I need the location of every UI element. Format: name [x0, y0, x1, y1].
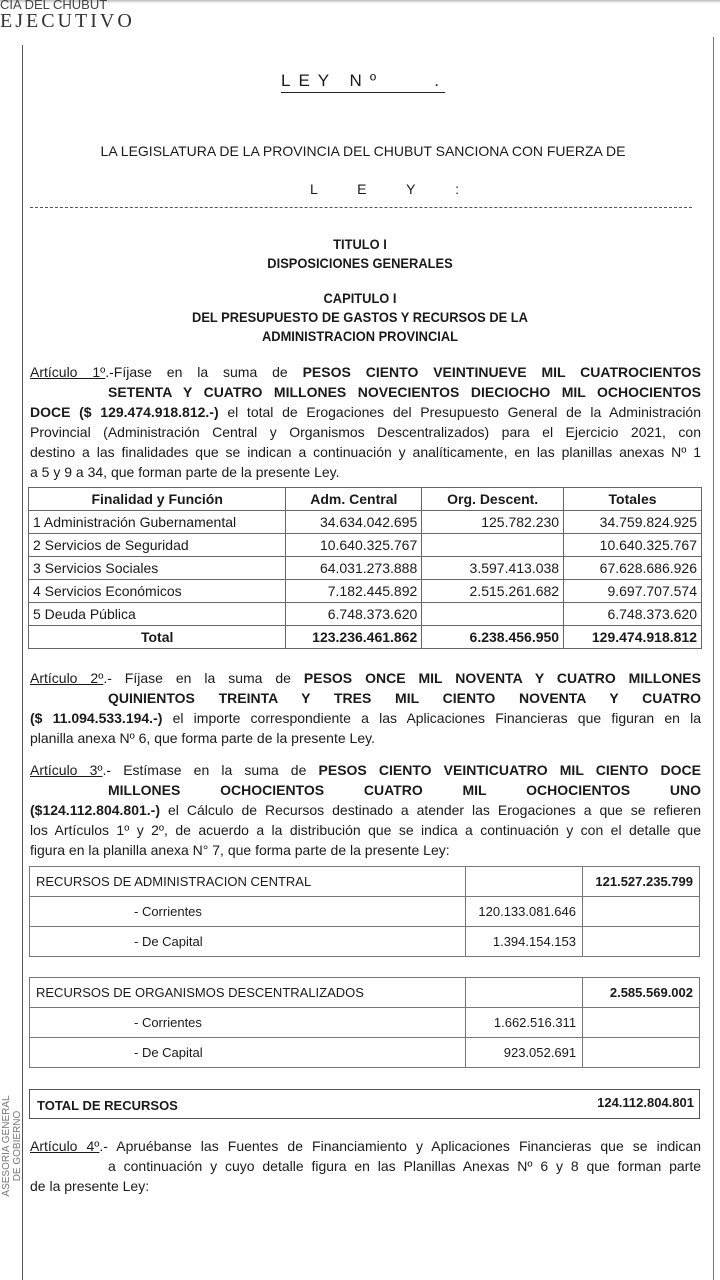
empty-cell	[583, 1038, 700, 1068]
article-3	[30, 760, 701, 860]
article-3-amount: ($124.112.804.801.-)	[30, 802, 160, 818]
descentralizados-capital-value: 923.052.691	[466, 1038, 583, 1068]
row-org-descent	[422, 603, 564, 626]
table-row	[29, 534, 702, 557]
titulo-heading	[29, 235, 691, 273]
side-stamp-line2: DE GOBIERNO	[12, 1110, 23, 1182]
total-totales: 129.474.918.812	[564, 626, 702, 649]
article-4-text: .- Apruébanse las Fuentes de Financiamiento y Aplicaciones Financieras que se indican	[99, 1138, 701, 1154]
article-1-text: a 5 y 9 a 34, que forman parte de la presente Ley.	[30, 464, 340, 480]
article-1-text: .-Fíjase en la suma de	[105, 364, 303, 380]
expenditure-table	[28, 487, 702, 649]
letterhead-branch: EJECUTIVO	[0, 10, 135, 32]
law-title-dot: .	[434, 71, 439, 90]
empty-cell	[466, 978, 583, 1008]
central-corrientes-value: 120.133.081.646	[466, 897, 583, 927]
capitulo-name-line2: ADMINISTRACION PROVINCIAL	[261, 328, 459, 344]
empty-cell	[466, 867, 583, 897]
dashed-separator	[30, 207, 692, 208]
article-1-label: Artículo 1º	[30, 364, 106, 380]
descentralizados-corrientes-label: - Corrientes	[30, 1008, 466, 1038]
table-row	[29, 603, 702, 626]
article-4	[30, 1136, 701, 1196]
total-resources-box	[29, 1089, 700, 1119]
resources-descentralizados-table	[29, 977, 700, 1068]
table-row	[30, 897, 700, 927]
capitulo-heading	[29, 289, 691, 346]
ley-heading: L E Y :	[310, 181, 477, 197]
article-3-text: figura en la planilla anexa N° 7, que forma parte de la presente Ley:	[30, 842, 450, 858]
descentralizados-total: 2.585.569.002	[583, 978, 700, 1008]
table-row	[29, 580, 702, 603]
article-2-text: .- Fíjase en la suma de	[103, 670, 304, 686]
article-2-label: Artículo 2º	[30, 670, 104, 686]
total-resources-label: TOTAL DE RECURSOS	[37, 1098, 178, 1113]
total-org-descent: 6.238.456.950	[422, 626, 564, 649]
table-row	[30, 1038, 700, 1068]
article-2-amount-words: PESOS ONCE MIL NOVENTA Y CUATRO MILLONES	[303, 670, 701, 686]
article-3-text: el Cálculo de Recursos destinado a atender las Erogaciones a que se refieren	[160, 802, 701, 818]
side-stamp-line1: ASESORIA GENERAL	[1, 1095, 12, 1197]
row-org-descent: 3.597.413.038	[422, 557, 564, 580]
law-title-text: LEY Nº	[281, 71, 385, 90]
row-total: 34.759.824.925	[564, 511, 702, 534]
row-adm-central: 10.640.325.767	[286, 534, 422, 557]
page-margin-right	[713, 37, 714, 1280]
letterhead-province: CIA DEL CHUBUT	[0, 0, 108, 12]
capitulo-number: CAPITULO I	[323, 290, 397, 306]
table-row	[29, 511, 702, 534]
row-label: 3 Servicios Sociales	[29, 557, 286, 580]
total-adm-central: 123.236.461.862	[286, 626, 422, 649]
header-adm-central: Adm. Central	[286, 488, 422, 511]
article-1-amount-words-cont: SETENTA Y CUATRO MILLONES NOVECIENTOS DIECIOCHO MIL OCHOCIENTOS	[108, 384, 701, 400]
header-totales: Totales	[564, 488, 702, 511]
article-4-text: a continuación y cuyo detalle figura en las Planillas Anexas Nº 6 y 8 que forman parte	[108, 1158, 701, 1174]
table-total-row	[29, 626, 702, 649]
article-2-amount: ($ 11.094.533.194.-)	[30, 710, 163, 726]
article-1-text: el total de Erogaciones del Presupuesto General de la Administración	[218, 404, 701, 420]
table-row	[29, 557, 702, 580]
law-title	[281, 70, 445, 93]
table-row	[30, 867, 700, 897]
article-1-amount: DOCE ($ 129.474.918.812.-)	[30, 404, 219, 420]
article-3-text: los Artículos 1º y 2º, de acuerdo a la distribución que se indica a continuación y con el detalle que	[30, 822, 701, 838]
article-2-text: el importe correspondiente a las Aplicaciones Financieras que figuran en la	[162, 710, 701, 726]
article-1-amount-words: PESOS CIENTO VEINTINUEVE MIL CUATROCIENTOS	[302, 364, 701, 380]
central-capital-value: 1.394.154.153	[466, 927, 583, 957]
row-adm-central: 7.182.445.892	[286, 580, 422, 603]
article-2-text: planilla anexa Nº 6, que forma parte de la presente Ley.	[30, 730, 375, 746]
row-adm-central: 64.031.273.888	[286, 557, 422, 580]
table-row	[30, 1008, 700, 1038]
article-4-label: Artículo 4º	[30, 1138, 100, 1154]
article-4-text: de la presente Ley:	[30, 1178, 150, 1194]
article-2-amount-words-cont: QUINIENTOS TREINTA Y TRES MIL CIENTO NOVENTA Y CUATRO	[108, 690, 701, 706]
central-label: RECURSOS DE ADMINISTRACION CENTRAL	[30, 867, 466, 897]
central-capital-label: - De Capital	[30, 927, 466, 957]
row-adm-central: 34.634.042.695	[286, 511, 422, 534]
row-adm-central: 6.748.373.620	[286, 603, 422, 626]
row-total: 9.697.707.574	[564, 580, 702, 603]
table-header-row	[29, 488, 702, 511]
article-3-amount-words-cont: MILLONES OCHOCIENTOS CUATRO MIL OCHOCIENTOS UNO	[108, 782, 701, 798]
header-finalidad: Finalidad y Función	[29, 488, 286, 511]
row-org-descent: 125.782.230	[422, 511, 564, 534]
empty-cell	[583, 897, 700, 927]
table-row	[30, 978, 700, 1008]
empty-cell	[583, 927, 700, 957]
article-3-text: .- Estímase en la suma de	[102, 762, 319, 778]
capitulo-name-line1: DEL PRESUPUESTO DE GASTOS Y RECURSOS DE LA	[192, 309, 528, 325]
header-org-descent: Org. Descent.	[422, 488, 564, 511]
side-stamp	[1, 1086, 23, 1206]
central-total: 121.527.235.799	[583, 867, 700, 897]
row-total: 10.640.325.767	[564, 534, 702, 557]
row-org-descent	[422, 534, 564, 557]
total-resources-value: 124.112.804.801	[597, 1095, 694, 1110]
article-1	[30, 362, 701, 482]
enactment-formula: LA LEGISLATURA DE LA PROVINCIA DEL CHUBUT SANCIONA CON FUERZA DE	[100, 143, 626, 159]
titulo-number: TITULO I	[333, 236, 387, 252]
row-label: 1 Administración Gubernamental	[29, 511, 286, 534]
table-row	[30, 927, 700, 957]
article-2	[30, 668, 701, 748]
descentralizados-label: RECURSOS DE ORGANISMOS DESCENTRALIZADOS	[30, 978, 466, 1008]
resources-central-table	[29, 866, 700, 957]
central-corrientes-label: - Corrientes	[30, 897, 466, 927]
row-org-descent: 2.515.261.682	[422, 580, 564, 603]
article-3-label: Artículo 3º	[30, 762, 103, 778]
row-label: 4 Servicios Económicos	[29, 580, 286, 603]
total-label: Total	[29, 626, 286, 649]
empty-cell	[583, 1008, 700, 1038]
row-total: 6.748.373.620	[564, 603, 702, 626]
article-3-amount-words: PESOS CIENTO VEINTICUATRO MIL CIENTO DOCE	[318, 762, 701, 778]
row-label: 5 Deuda Pública	[29, 603, 286, 626]
descentralizados-capital-label: - De Capital	[30, 1038, 466, 1068]
article-1-text: destino a las finalidades que se indican a continuación y analíticamente, en las planillas anexas Nº 1	[30, 444, 701, 460]
row-label: 2 Servicios de Seguridad	[29, 534, 286, 557]
scan-top-edge	[0, 0, 720, 3]
article-1-text: Provincial (Administración Central y Organismos Descentralizados) para el Ejercicio 2021, con	[30, 424, 701, 440]
row-total: 67.628.686.926	[564, 557, 702, 580]
descentralizados-corrientes-value: 1.662.516.311	[466, 1008, 583, 1038]
titulo-name: DISPOSICIONES GENERALES	[267, 255, 453, 271]
